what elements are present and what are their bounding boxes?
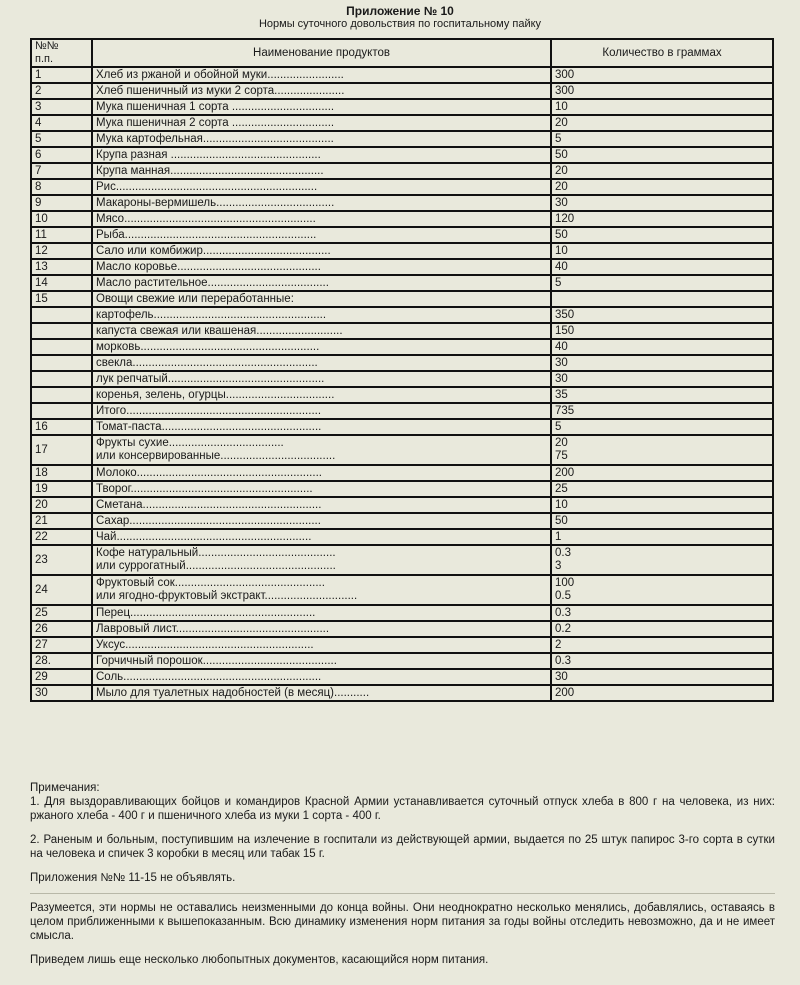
quantity-grams <box>551 371 773 387</box>
quantity-grams <box>551 355 773 371</box>
quantity-line: 735 <box>555 404 575 417</box>
quantity-line: 1 <box>555 530 562 543</box>
row-number: 9 <box>31 195 92 211</box>
product-name-line: Кофе натуральный........................................... <box>96 547 336 559</box>
row-number: 17 <box>31 435 92 465</box>
product-name <box>92 323 551 339</box>
product-name-line: Мука пшеничная 2 сорта ................................ <box>96 116 335 129</box>
row-number: 2 <box>31 83 92 99</box>
quantity-line: 40 <box>555 260 568 273</box>
row-number: 3 <box>31 99 92 115</box>
product-name-line: Сметана........................................................ <box>96 498 322 511</box>
quantity-grams <box>551 323 773 339</box>
quantity-grams <box>551 669 773 685</box>
row-number: 10 <box>31 211 92 227</box>
quantity-grams <box>551 497 773 513</box>
product-name <box>92 435 551 465</box>
row-number: 8 <box>31 179 92 195</box>
product-name-line: морковь........................................................ <box>96 340 320 353</box>
quantity-line: 40 <box>555 340 568 353</box>
row-number <box>31 339 92 355</box>
row-number: 6 <box>31 147 92 163</box>
quantity-line: 50 <box>555 514 568 527</box>
table-row <box>31 211 773 227</box>
product-name-line: Горчичный порошок.......................................... <box>96 654 337 667</box>
quantity-line: 10 <box>555 244 568 257</box>
table-row <box>31 621 773 637</box>
product-name <box>92 115 551 131</box>
product-name <box>92 575 551 605</box>
quantity-line: 30 <box>555 670 568 683</box>
table-row <box>31 465 773 481</box>
product-name <box>92 163 551 179</box>
row-number: 22 <box>31 529 92 545</box>
commentary-paragraph-1: Разумеется, эти нормы не оставались неизменными до конца войны. Они неоднократно несколько менялись, добавлялись, оставаясь в целом приближенными к вышепоказанным. Всю динамику изменения норм питания за годы войны отследить невозможно, да и не имеет смысла. <box>30 902 775 942</box>
product-name-line: Хлеб пшеничный из муки 2 сорта...................... <box>96 84 345 97</box>
product-name-line: Мука картофельная......................................... <box>96 132 334 145</box>
ration-norms-table <box>30 38 774 702</box>
product-name <box>92 637 551 653</box>
product-name <box>92 371 551 387</box>
row-number: 7 <box>31 163 92 179</box>
product-name-line: Мука пшеничная 1 сорта ................................ <box>96 100 335 113</box>
quantity-line: 0.3 <box>555 547 571 559</box>
quantity-grams <box>551 653 773 669</box>
row-number: 24 <box>31 575 92 605</box>
quantity-line: 120 <box>555 212 575 225</box>
product-name <box>92 259 551 275</box>
quantity-line: 30 <box>555 372 568 385</box>
table-row <box>31 435 773 465</box>
document-heading <box>0 4 800 31</box>
product-name <box>92 685 551 701</box>
product-name-line: Соль.............................................................. <box>96 670 322 683</box>
product-name-line: Томат-паста.................................................. <box>96 420 322 433</box>
quantity-line: 10 <box>555 498 568 511</box>
table-row <box>31 371 773 387</box>
product-name <box>92 179 551 195</box>
commentary-paragraph-2: Приведем лишь еще несколько любопытных документов, касающийся норм питания. <box>30 954 489 966</box>
table-row <box>31 243 773 259</box>
quantity-line: 0.3 <box>555 606 571 619</box>
table-row <box>31 147 773 163</box>
quantity-line: 200 <box>555 466 575 479</box>
row-number: 21 <box>31 513 92 529</box>
row-number: 25 <box>31 605 92 621</box>
row-number: 19 <box>31 481 92 497</box>
table-row <box>31 545 773 575</box>
product-name <box>92 339 551 355</box>
table-row <box>31 387 773 403</box>
product-name-line: свекла.......................................................... <box>96 356 318 369</box>
row-number: 12 <box>31 243 92 259</box>
quantity-grams <box>551 465 773 481</box>
table-row <box>31 653 773 669</box>
row-number: 18 <box>31 465 92 481</box>
table-row <box>31 67 773 83</box>
table-row <box>31 339 773 355</box>
quantity-line: 2 <box>555 638 562 651</box>
table-row <box>31 529 773 545</box>
row-number: 4 <box>31 115 92 131</box>
table-row <box>31 355 773 371</box>
note-2: 2. Раненым и больным, поступившим на излечение в госпитали из действующей армии, выдается по 25 штук папирос 3-го сорта в сутки на человека и спичек 3 коробки в месяц или табак 15 г. <box>30 834 775 860</box>
product-name-line: Сахар............................................................ <box>96 514 321 527</box>
quantity-grams <box>551 403 773 419</box>
quantity-line: 20 <box>555 437 568 449</box>
product-name <box>92 621 551 637</box>
product-name-line: Фрукты сухие.................................... <box>96 437 284 449</box>
quantity-line: 30 <box>555 196 568 209</box>
product-name-line: картофель...................................................... <box>96 308 327 321</box>
product-name <box>92 419 551 435</box>
row-number: 28. <box>31 653 92 669</box>
quantity-grams <box>551 259 773 275</box>
quantity-grams <box>551 211 773 227</box>
column-header-number: №№ п.п. <box>31 39 92 67</box>
quantity-grams <box>551 435 773 465</box>
product-name <box>92 131 551 147</box>
quantity-line: 0.2 <box>555 622 571 635</box>
product-name-line: Овощи свежие или переработанные: <box>96 292 294 305</box>
row-number: 23 <box>31 545 92 575</box>
table-row <box>31 195 773 211</box>
table-row <box>31 275 773 291</box>
row-number: 15 <box>31 291 92 307</box>
table-row <box>31 685 773 701</box>
quantity-line: 75 <box>555 450 568 462</box>
quantity-grams <box>551 637 773 653</box>
product-name-line: или ягодно-фруктовый экстракт............................. <box>96 590 358 602</box>
product-name <box>92 147 551 163</box>
table-row <box>31 419 773 435</box>
table-row <box>31 575 773 605</box>
quantity-grams <box>551 179 773 195</box>
quantity-grams <box>551 115 773 131</box>
product-name-line: Творог......................................................... <box>96 482 313 495</box>
quantity-line: 5 <box>555 420 562 433</box>
quantity-grams <box>551 83 773 99</box>
table-row <box>31 307 773 323</box>
product-name-line: лук репчатый................................................. <box>96 372 325 385</box>
quantity-line: 100 <box>555 577 575 589</box>
product-name-line: Фруктовый сок............................................... <box>96 577 325 589</box>
product-name-line: Уксус........................................................... <box>96 638 314 651</box>
product-name <box>92 497 551 513</box>
product-name <box>92 99 551 115</box>
product-name <box>92 465 551 481</box>
product-name-line: Крупа манная................................................ <box>96 164 324 177</box>
quantity-grams <box>551 243 773 259</box>
product-name-line: Хлеб из ржаной и обойной муки........................ <box>96 68 344 81</box>
row-number <box>31 355 92 371</box>
product-name-line: Молоко.......................................................... <box>96 466 322 479</box>
row-number <box>31 403 92 419</box>
quantity-line: 3 <box>555 560 562 572</box>
notes-heading: Примечания: <box>30 782 100 794</box>
product-name <box>92 275 551 291</box>
quantity-line: 300 <box>555 84 575 97</box>
product-name <box>92 243 551 259</box>
table-header-row <box>31 39 773 67</box>
product-name-line: или суррогатный............................................... <box>96 560 336 572</box>
quantity-line: 0.3 <box>555 654 571 667</box>
product-name-line: коренья, зелень, огурцы.................................. <box>96 388 335 401</box>
quantity-line: 20 <box>555 164 568 177</box>
row-number: 20 <box>31 497 92 513</box>
row-number <box>31 387 92 403</box>
product-name <box>92 481 551 497</box>
table-row <box>31 513 773 529</box>
quantity-grams <box>551 163 773 179</box>
quantity-grams <box>551 307 773 323</box>
row-number <box>31 371 92 387</box>
quantity-grams <box>551 621 773 637</box>
product-name-line: Итого............................................................. <box>96 404 322 417</box>
table-body <box>31 67 773 701</box>
note-3: Приложения №№ 11-15 не объявлять. <box>30 872 236 884</box>
product-name-line: Мясо............................................................ <box>96 212 316 225</box>
quantity-grams <box>551 99 773 115</box>
quantity-line: 50 <box>555 148 568 161</box>
quantity-grams <box>551 529 773 545</box>
product-name <box>92 545 551 575</box>
row-number: 30 <box>31 685 92 701</box>
quantity-line: 350 <box>555 308 575 321</box>
quantity-grams <box>551 291 773 307</box>
quantity-line: 150 <box>555 324 575 337</box>
product-name-line: Лавровый лист................................................ <box>96 622 330 635</box>
product-name-line: Масло коровье............................................. <box>96 260 321 273</box>
table-row <box>31 637 773 653</box>
quantity-grams <box>551 605 773 621</box>
row-number: 29 <box>31 669 92 685</box>
product-name-line: Крупа разная ............................................... <box>96 148 321 161</box>
product-name <box>92 669 551 685</box>
row-number: 11 <box>31 227 92 243</box>
row-number <box>31 307 92 323</box>
table-row <box>31 163 773 179</box>
table-row <box>31 497 773 513</box>
quantity-grams <box>551 339 773 355</box>
table-row <box>31 99 773 115</box>
product-name <box>92 83 551 99</box>
product-name <box>92 227 551 243</box>
quantity-grams <box>551 195 773 211</box>
quantity-grams <box>551 575 773 605</box>
quantity-grams <box>551 513 773 529</box>
product-name-line: Рис............................................................... <box>96 180 318 193</box>
quantity-line: 35 <box>555 388 568 401</box>
product-name-line: Макароны-вермишель..................................... <box>96 196 335 209</box>
quantity-grams <box>551 275 773 291</box>
product-name-line: капуста свежая или квашеная........................... <box>96 324 343 337</box>
row-number <box>31 323 92 339</box>
row-number: 1 <box>31 67 92 83</box>
table-row <box>31 481 773 497</box>
quantity-grams <box>551 685 773 701</box>
table-row <box>31 605 773 621</box>
quantity-grams <box>551 227 773 243</box>
quantity-line: 20 <box>555 116 568 129</box>
product-name <box>92 529 551 545</box>
product-name-line: Сало или комбижир........................................ <box>96 244 331 257</box>
divider <box>30 893 775 894</box>
note-1: 1. Для выздоравливающих бойцов и командиров Красной Армии устанавливается суточный отпуск хлеба в 800 г на человека, из них: ржаного хлеба - 400 г и пшеничного хлеба из муки 1 сорта - 400 г. <box>30 796 775 822</box>
product-name-line: Рыба............................................................ <box>96 228 317 241</box>
product-name-line: или консервированные.................................... <box>96 450 336 462</box>
quantity-grams <box>551 131 773 147</box>
column-header-quantity: Количество в граммах <box>551 39 773 67</box>
product-name <box>92 67 551 83</box>
product-name <box>92 355 551 371</box>
product-name <box>92 195 551 211</box>
row-number: 13 <box>31 259 92 275</box>
product-name <box>92 307 551 323</box>
product-name <box>92 605 551 621</box>
product-name-line: Перец.......................................................... <box>96 606 316 619</box>
product-name <box>92 653 551 669</box>
product-name <box>92 387 551 403</box>
quantity-grams <box>551 481 773 497</box>
quantity-line: 50 <box>555 228 568 241</box>
quantity-line: 20 <box>555 180 568 193</box>
table-row <box>31 259 773 275</box>
table-row <box>31 669 773 685</box>
quantity-line: 300 <box>555 68 575 81</box>
table-row <box>31 179 773 195</box>
quantity-line <box>555 293 769 306</box>
row-number: 5 <box>31 131 92 147</box>
table-row <box>31 131 773 147</box>
quantity-line: 200 <box>555 686 575 699</box>
table-row <box>31 323 773 339</box>
product-name-line: Чай............................................................. <box>96 530 312 543</box>
column-header-product: Наименование продуктов <box>92 39 551 67</box>
product-name <box>92 403 551 419</box>
row-number: 26 <box>31 621 92 637</box>
table-row <box>31 227 773 243</box>
quantity-line: 0.5 <box>555 590 571 602</box>
table-row <box>31 291 773 307</box>
table-row <box>31 83 773 99</box>
product-name <box>92 513 551 529</box>
table-row <box>31 115 773 131</box>
table-row <box>31 403 773 419</box>
appendix-subtitle: Нормы суточного довольствия по госпитальному пайку <box>258 18 542 30</box>
quantity-grams <box>551 147 773 163</box>
quantity-line: 5 <box>555 276 562 289</box>
notes-section <box>30 781 775 967</box>
quantity-grams <box>551 545 773 575</box>
product-name-line: Мыло для туалетных надобностей (в месяц)........... <box>96 686 370 699</box>
row-number: 16 <box>31 419 92 435</box>
product-name <box>92 211 551 227</box>
quantity-line: 30 <box>555 356 568 369</box>
quantity-line: 10 <box>555 100 568 113</box>
row-number: 14 <box>31 275 92 291</box>
row-number: 27 <box>31 637 92 653</box>
product-name-line: Масло растительное...................................... <box>96 276 329 289</box>
product-name <box>92 291 551 307</box>
quantity-grams <box>551 419 773 435</box>
appendix-title: Приложение № 10 <box>346 4 454 18</box>
quantity-line: 5 <box>555 132 562 145</box>
quantity-line: 25 <box>555 482 568 495</box>
quantity-grams <box>551 387 773 403</box>
quantity-grams <box>551 67 773 83</box>
